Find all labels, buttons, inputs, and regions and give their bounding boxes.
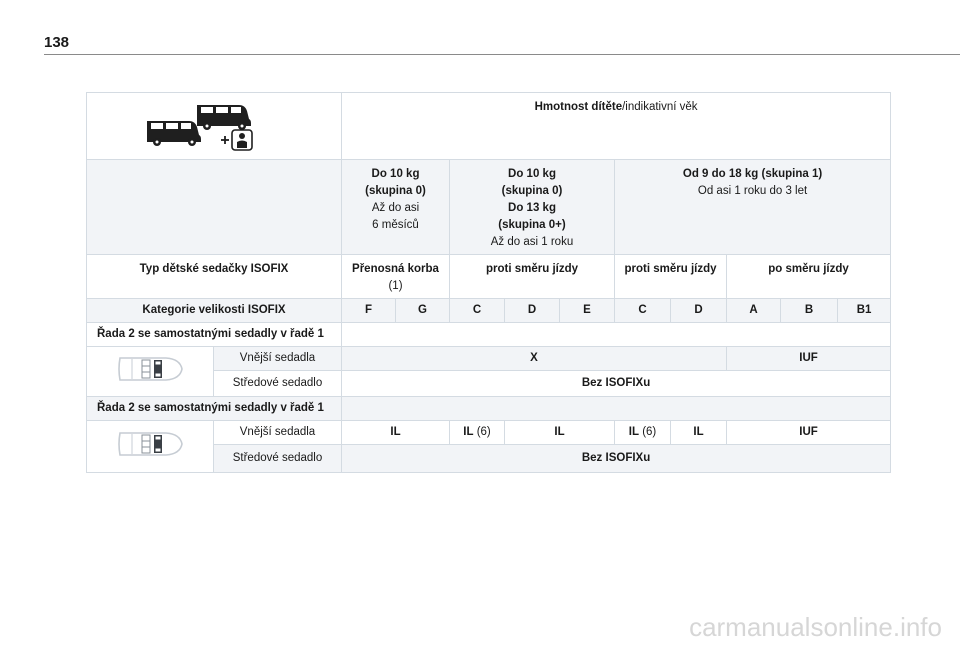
category-size: C <box>450 299 505 323</box>
category-size: D <box>671 299 727 323</box>
center-seat-value: Bez ISOFIXu <box>342 445 891 473</box>
outer-seat-value: IL <box>505 421 615 445</box>
weight-header-bold: Hmotnost dítěte <box>534 101 623 113</box>
plus-icon <box>221 136 229 144</box>
outer-seats-label: Vnější sedadla <box>214 421 342 445</box>
type-label: Typ dětské sedačky ISOFIX <box>87 255 342 299</box>
isofix-table <box>86 92 891 473</box>
category-label: Kategorie velikosti ISOFIX <box>87 299 342 323</box>
seat-layout-cell-1 <box>87 347 214 397</box>
category-size: B1 <box>838 299 891 323</box>
weight-header <box>342 93 891 160</box>
category-size: A <box>727 299 781 323</box>
empty-cell <box>342 323 891 347</box>
group-cell-1: Do 10 kg (skupina 0) Do 13 kg (skupina 0+) Až do asi 1 roku <box>450 160 615 255</box>
outer-seat-value: IL <box>342 421 450 445</box>
outer-seats-x: X <box>342 347 727 371</box>
group-cell-2: Od 9 do 18 kg (skupina 1) Od asi 1 roku do 3 let <box>615 160 891 255</box>
outer-seats-label: Vnější sedadla <box>214 347 342 371</box>
carrycot-cell: Přenosná korba (1) <box>342 255 450 299</box>
section-1-title: Řada 2 se samostatnými sedadly v řadě 1 <box>87 323 342 347</box>
outer-seat-value: IL (6) <box>615 421 671 445</box>
car-seat-layout-icon <box>114 352 186 386</box>
van-icon <box>147 121 201 146</box>
top-rule <box>44 54 960 55</box>
empty-cell <box>342 397 891 421</box>
section-2-title: Řada 2 se samostatnými sedadly v řadě 1 <box>87 397 342 421</box>
van-icons <box>139 93 289 153</box>
center-seat-label: Středové sedadlo <box>214 445 342 473</box>
outer-seats-iuf: IUF <box>727 347 891 371</box>
forward-facing: po směru jízdy <box>727 255 891 299</box>
outer-seat-value: IUF <box>727 421 891 445</box>
outer-seat-value: IL <box>671 421 727 445</box>
page-number: 138 <box>44 34 70 51</box>
outer-seat-value: IL (6) <box>450 421 505 445</box>
center-seat-value: Bez ISOFIXu <box>342 371 891 397</box>
watermark: carmanualsonline.info <box>689 612 942 642</box>
center-seat-label: Středové sedadlo <box>214 371 342 397</box>
category-size: B <box>781 299 838 323</box>
weight-header-rest: /indikativní věk <box>622 101 698 113</box>
car-seat-layout-icon <box>114 427 186 461</box>
van-icon <box>197 105 251 130</box>
seat-layout-cell-2 <box>87 421 214 473</box>
category-size: D <box>505 299 560 323</box>
empty-cell <box>87 160 342 255</box>
category-size: F <box>342 299 396 323</box>
category-size: E <box>560 299 615 323</box>
group-cell-0: Do 10 kg (skupina 0) Až do asi 6 měsíců <box>342 160 450 255</box>
category-size: C <box>615 299 671 323</box>
child-seat-icon <box>232 130 252 150</box>
category-size: G <box>396 299 450 323</box>
rear-facing-1: proti směru jízdy <box>450 255 615 299</box>
vehicle-icons-cell <box>87 93 342 160</box>
rear-facing-2: proti směru jízdy <box>615 255 727 299</box>
